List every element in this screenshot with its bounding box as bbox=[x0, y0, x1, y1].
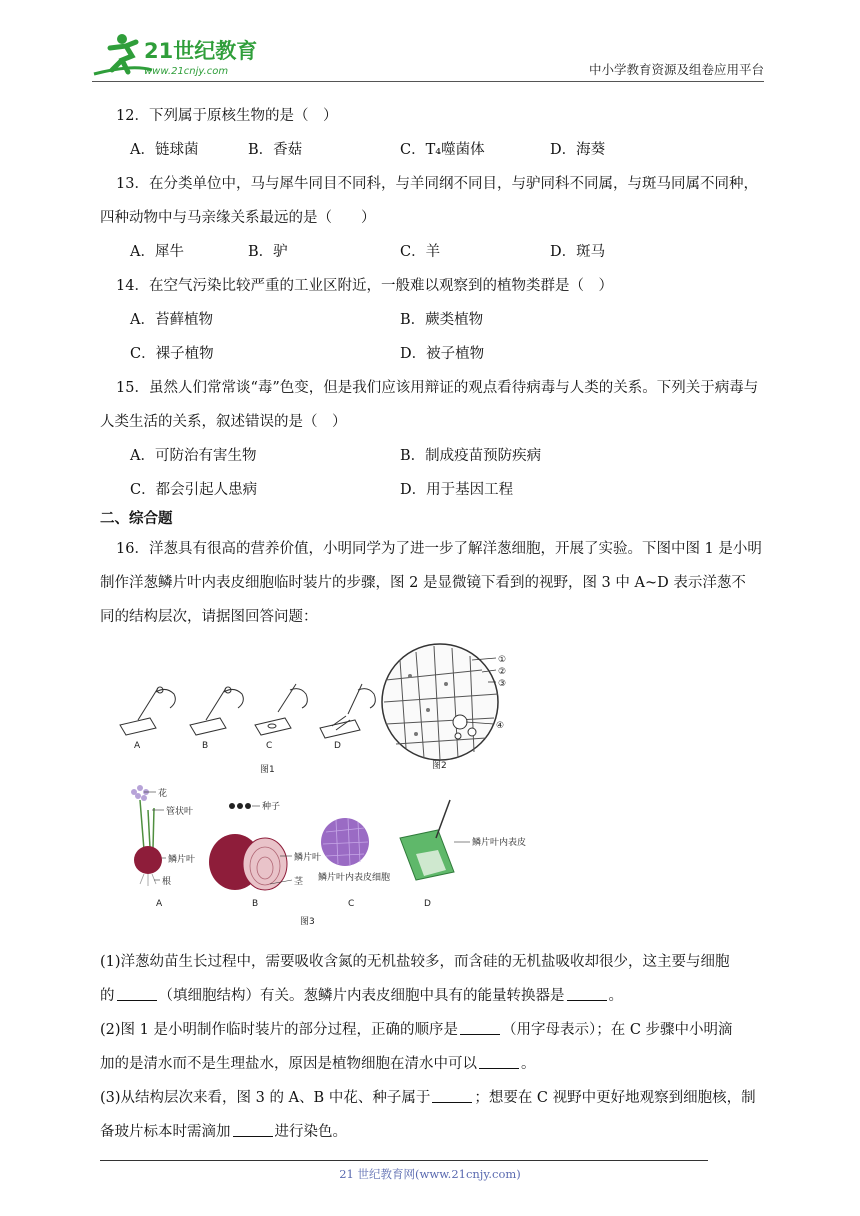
q13-option-a: A．犀牛 bbox=[130, 244, 184, 260]
fig3-label-inner-epidermis: 鳞片叶内表皮 bbox=[472, 838, 527, 848]
answer-blank[interactable] bbox=[432, 1101, 472, 1103]
answer-blank[interactable] bbox=[567, 999, 607, 1001]
q15-stem-line2: 人类生活的关系，叙述错误的是（ ） bbox=[100, 414, 347, 430]
q16-p1-line2 bbox=[100, 984, 623, 1005]
fig1-step-d bbox=[320, 684, 375, 738]
q16-p3-text-d: 进行染色。 bbox=[274, 1124, 347, 1140]
fig1-label-c: C bbox=[266, 741, 273, 751]
logo-url: www.21cnjy.com bbox=[144, 66, 229, 77]
fig3-b-onion-bulb bbox=[209, 803, 292, 890]
fig3-label-flower: 花 bbox=[158, 789, 168, 799]
header-divider bbox=[92, 81, 764, 82]
fig1-label-d: D bbox=[334, 741, 341, 751]
q12-stem: 12．下列属于原核生物的是（ ） bbox=[116, 108, 338, 124]
fig3-label-tubular-leaf: 管状叶 bbox=[166, 807, 194, 817]
logo-text: 21世纪教育 bbox=[144, 39, 258, 63]
q13-option-d: D．斑马 bbox=[550, 244, 606, 260]
fig3-a-onion-plant bbox=[131, 785, 166, 886]
fig3-label-stem: 茎 bbox=[294, 877, 304, 887]
q16-p2-text-c: 加的是清水而不是生理盐水，原因是植物细胞在清水中可以 bbox=[100, 1056, 477, 1072]
fig2-marker-2: ② bbox=[498, 667, 507, 677]
fig1-step-b bbox=[190, 687, 243, 735]
fig3-caption: 图3 bbox=[300, 917, 315, 927]
q12-option-b: B．香菇 bbox=[248, 142, 303, 158]
q14-option-b: B．蕨类植物 bbox=[400, 312, 484, 328]
q16-p2-text-b: （用字母表示）；在 C 步骤中小明滴 bbox=[501, 1022, 733, 1038]
footer-text[interactable]: 21 世纪教育网(www.21cnjy.com) bbox=[339, 1167, 521, 1181]
q16-p2-text-a: (2)图 1 是小明制作临时装片的部分过程，正确的顺序是 bbox=[100, 1022, 458, 1038]
q16-p3-text-a: (3)从结构层次来看，图 3 的 A、B 中花、种子属于 bbox=[100, 1090, 431, 1106]
q14-option-a: A．苔藓植物 bbox=[130, 312, 213, 328]
answer-blank[interactable] bbox=[479, 1067, 519, 1069]
fig1-label-b: B bbox=[202, 741, 209, 751]
q13-stem-line1: 13．在分类单位中，马与犀牛同目不同科，与羊同纲不同目，与驴同科不同属，与斑马同属不同种， bbox=[116, 176, 758, 192]
fig2-marker-4: ④ bbox=[496, 721, 505, 731]
figure-1-and-2 bbox=[110, 640, 530, 780]
fig3-letter-d: D bbox=[424, 899, 431, 909]
q13-option-c: C．羊 bbox=[400, 244, 441, 260]
q14-option-d: D．被子植物 bbox=[400, 346, 485, 362]
fig3-label-root: 根 bbox=[162, 877, 172, 887]
fig3-label-epidermal-cells: 鳞片叶内表皮细胞 bbox=[318, 873, 391, 883]
fig1-step-a bbox=[120, 687, 175, 735]
fig1-step-c bbox=[255, 684, 307, 735]
fig3-letter-c: C bbox=[348, 899, 355, 909]
fig2-marker-1: ① bbox=[498, 655, 507, 665]
q16-p1-text-c: 。 bbox=[608, 988, 623, 1004]
q16-p1-text-a: 的 bbox=[100, 988, 115, 1004]
q16-stem-line1: 16．洋葱具有很高的营养价值，小明同学为了进一步了解洋葱细胞，开展了实验。下图中图 1 是小明 bbox=[116, 541, 762, 557]
q16-p3-text-c: 备玻片标本时需滴加 bbox=[100, 1124, 231, 1140]
q15-option-c: C．都会引起人患病 bbox=[130, 482, 258, 498]
q16-p3-line1 bbox=[100, 1086, 756, 1107]
figure-3 bbox=[120, 780, 540, 930]
q16-p2-line1 bbox=[100, 1018, 733, 1039]
fig2-caption: 图2 bbox=[432, 761, 447, 771]
fig1-label-a: A bbox=[134, 741, 141, 751]
q15-stem-line1: 15．虽然人们常常谈“毒”色变，但是我们应该用辩证的观点看待病毒与人类的关系。下列关于病毒与 bbox=[116, 380, 759, 396]
q16-p1-line1: (1)洋葱幼苗生长过程中，需要吸收含氮的无机盐较多，而含硅的无机盐吸收却很少，这主要与细胞 bbox=[100, 954, 730, 970]
q16-p2-line2 bbox=[100, 1052, 536, 1073]
fig3-label-scale-leaf-b: 鳞片叶 bbox=[294, 853, 322, 863]
fig3-letter-a: A bbox=[156, 899, 163, 909]
q12-option-d: D．海葵 bbox=[550, 142, 606, 158]
fig3-letter-b: B bbox=[252, 899, 259, 909]
page-header bbox=[92, 30, 764, 82]
answer-blank[interactable] bbox=[460, 1033, 500, 1035]
q12-option-c: C．T₄噬菌体 bbox=[400, 142, 485, 158]
q15-option-b: B．制成疫苗预防疾病 bbox=[400, 448, 542, 464]
fig3-c-epidermal-cells bbox=[321, 818, 369, 866]
q16-p2-text-d: 。 bbox=[521, 1056, 536, 1072]
answer-blank[interactable] bbox=[233, 1135, 273, 1137]
fig3-label-scale-leaf-a: 鳞片叶 bbox=[168, 855, 196, 865]
fig2-microscope-view bbox=[382, 644, 498, 760]
answer-blank[interactable] bbox=[117, 999, 157, 1001]
q14-option-c: C．裸子植物 bbox=[130, 346, 214, 362]
logo-21cnjy bbox=[92, 30, 272, 80]
section-heading: 二、综合题 bbox=[100, 510, 173, 527]
q15-option-d: D．用于基因工程 bbox=[400, 482, 514, 498]
q16-p3-text-b: ；想要在 C 视野中更好地观察到细胞核，制 bbox=[474, 1090, 756, 1106]
fig2-marker-3: ③ bbox=[498, 679, 507, 689]
footer-divider bbox=[100, 1160, 708, 1161]
q16-stem-line3: 同的结构层次，请据图回答问题： bbox=[100, 609, 318, 625]
header-platform-text: 中小学教育资源及组卷应用平台 bbox=[588, 62, 764, 77]
q16-stem-line2: 制作洋葱鳞片叶内表皮细胞临时装片的步骤，图 2 是显微镜下看到的视野，图 3 中 A~D 表示洋葱不 bbox=[100, 575, 746, 591]
q13-option-b: B．驴 bbox=[248, 244, 288, 260]
q15-option-a: A．可防治有害生物 bbox=[130, 448, 257, 464]
q13-stem-line2: 四种动物中与马亲缘关系最远的是（ ） bbox=[100, 210, 376, 226]
q16-p1-text-b: （填细胞结构）有关。葱鳞片内表皮细胞中具有的能量转换器是 bbox=[158, 988, 565, 1004]
fig1-caption: 图1 bbox=[260, 765, 275, 775]
q16-p3-line2 bbox=[100, 1120, 347, 1141]
fig3-d-epidermis-peel bbox=[400, 800, 470, 880]
fig3-label-seed: 种子 bbox=[262, 802, 281, 812]
q12-option-a: A．链球菌 bbox=[130, 142, 199, 158]
q14-stem: 14．在空气污染比较严重的工业区附近，一般难以观察到的植物类群是（ ） bbox=[116, 278, 613, 294]
